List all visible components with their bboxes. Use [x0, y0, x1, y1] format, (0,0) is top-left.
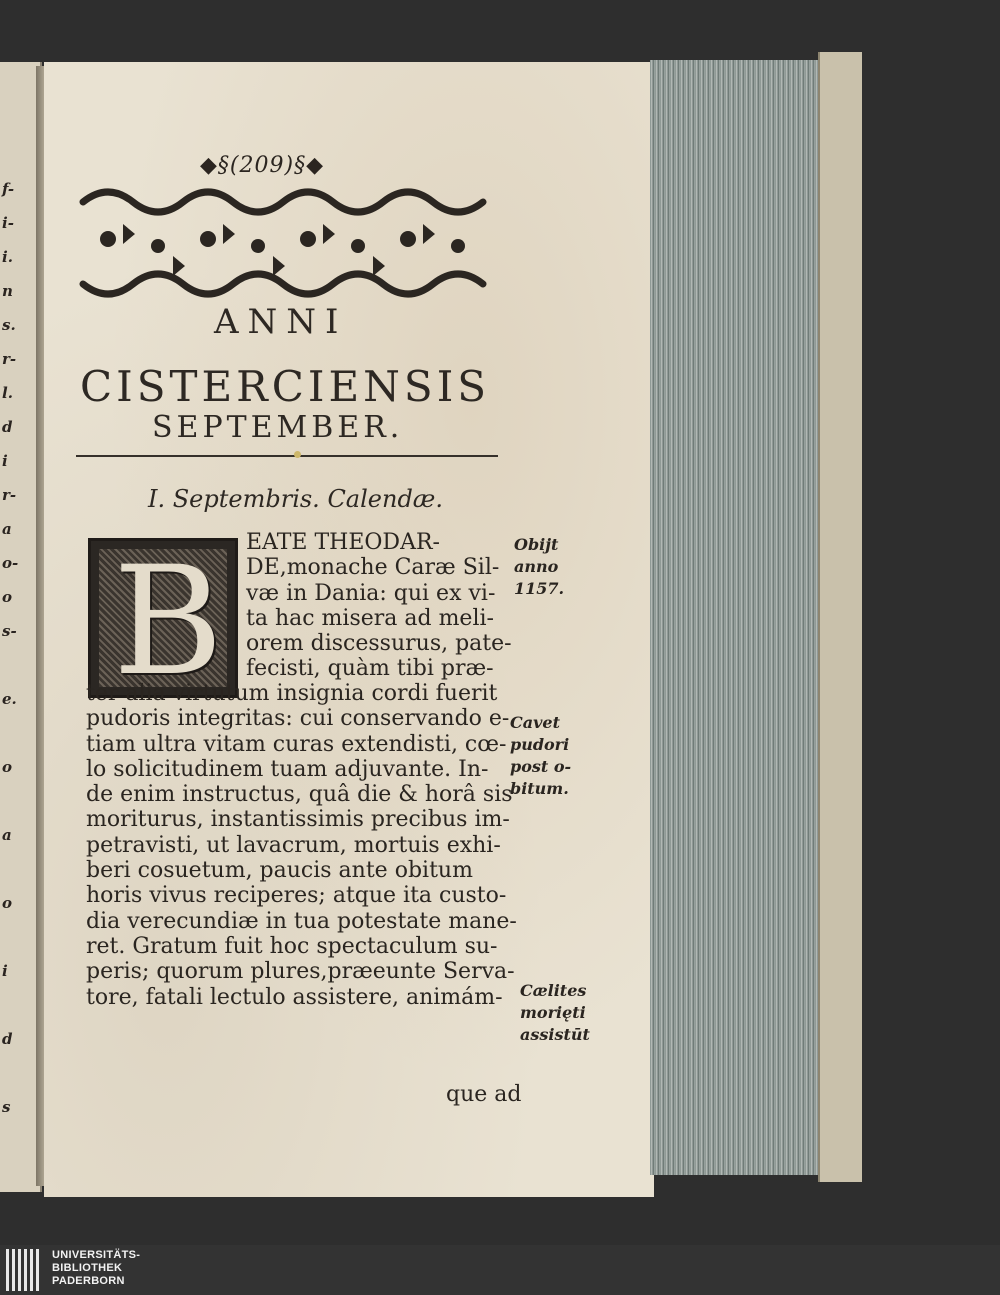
- margin-note-line: anno: [514, 557, 559, 576]
- day-heading: I. Septembris. Calendæ.: [148, 485, 443, 513]
- margin-note-line: Cavet: [510, 713, 560, 732]
- page-number-right-flourish: §◆: [294, 153, 325, 178]
- text-line: ta hac misera ad meli-: [246, 605, 494, 631]
- text-line: DE,monache Caræ Sil-: [246, 555, 500, 581]
- left-page-fragment: i: [2, 452, 8, 470]
- left-page-fragment: r-: [2, 486, 17, 504]
- left-page-fragment: a: [2, 826, 12, 844]
- library-name-line-3: PADERBORN: [52, 1275, 125, 1287]
- text-line: ret. Gratum fuit hoc spectaculum su-: [86, 933, 498, 959]
- margin-note-line: pudori: [510, 735, 570, 754]
- text-line: EATE THEODAR-: [246, 530, 440, 555]
- left-page-fragment: s: [2, 1098, 11, 1116]
- library-name: [52, 1249, 140, 1288]
- horizontal-rule: [76, 455, 498, 457]
- book-cover-board: [818, 52, 862, 1182]
- margin-note-caelites: [520, 980, 590, 1046]
- left-page-fragment: a: [2, 520, 12, 538]
- margin-note-cavet: [510, 712, 571, 800]
- library-logo-icon: [6, 1249, 46, 1291]
- text-line: petravisti, ut lavacrum, mortuis exhi-: [86, 832, 501, 858]
- rule-dot: [294, 451, 301, 458]
- catchword: que ad: [446, 1082, 522, 1107]
- title-anni: ANNI: [214, 302, 348, 342]
- printers-ornament: [78, 184, 488, 302]
- left-page-fragment: n: [2, 282, 13, 300]
- margin-note-line: Cælites: [520, 981, 587, 1000]
- margin-note-line: 1157.: [514, 579, 565, 598]
- left-page-fragment: l.: [2, 384, 13, 402]
- margin-note-line: assistūt: [520, 1025, 590, 1044]
- left-page-fragment: d: [2, 418, 13, 436]
- initial-letter: B: [113, 535, 224, 709]
- left-page-fragment: r-: [2, 350, 17, 368]
- left-page-fragment: o: [2, 588, 13, 606]
- page-edges: [650, 60, 822, 1175]
- margin-note-line: Obijt: [514, 535, 559, 554]
- left-page-fragment: [2, 852, 22, 886]
- left-page-fragment: e.: [2, 690, 17, 708]
- text-line: beri cosuetum, paucis ante obitum: [86, 858, 473, 884]
- left-page-fragment: f-: [2, 180, 15, 198]
- page-number: ◆§(209)§◆: [200, 153, 325, 178]
- left-page-fragment: i: [2, 962, 8, 980]
- library-name-line-2: BIBLIOTHEK: [52, 1262, 123, 1274]
- left-page-fragment: d: [2, 1030, 13, 1048]
- decorated-initial: [88, 535, 238, 709]
- text-line: væ in Dania: qui ex vi-: [246, 580, 496, 606]
- library-footer: [0, 1245, 1000, 1295]
- margin-note-obiit: [514, 534, 564, 600]
- page-number-left-flourish: ◆§: [200, 153, 230, 178]
- margin-note-line: post o-: [510, 757, 572, 776]
- text-line: ter alia virtutum insignia cordi fuerit: [86, 681, 498, 706]
- text-line: de enim instructus, quâ die & horâ sis: [86, 782, 513, 808]
- left-page-fragment: [2, 784, 22, 818]
- margin-note-line: morięti: [520, 1003, 586, 1022]
- left-page-fragment: s-: [2, 622, 17, 640]
- text-line: moriturus, instantissimis precibus im-: [86, 807, 510, 833]
- left-page-fragment: i.: [2, 248, 13, 266]
- left-page-fragment: i-: [2, 214, 14, 232]
- text-line: horis vivus reciperes; atque ita custo-: [86, 883, 507, 909]
- text-line: orem discessurus, pate-: [246, 631, 512, 657]
- margin-note-line: bitum.: [510, 779, 569, 798]
- body-text: [86, 681, 516, 1010]
- left-page-fragment: [2, 648, 22, 682]
- title-september: SEPTEMBER.: [152, 410, 404, 445]
- left-page-fragment: [2, 716, 22, 750]
- text-line: pudoris integritas: cui conservando e-: [86, 706, 510, 732]
- left-page-fragment: o: [2, 894, 13, 912]
- text-line: tiam ultra vitam curas extendisti, cœ-: [86, 731, 507, 757]
- left-page-fragment: o-: [2, 554, 19, 572]
- text-line: dia verecundiæ in tua potestate mane-: [86, 908, 517, 934]
- body-text-beside-initial: [246, 530, 516, 682]
- library-name-line-1: UNIVERSITÄTS-: [52, 1249, 141, 1261]
- text-line: lo solicitudinem tuam adjuvante. In-: [86, 756, 489, 782]
- text-line: fecisti, quàm tibi præ-: [246, 656, 494, 682]
- left-page-fragment: s.: [2, 316, 16, 334]
- left-page-text-fragments: [2, 172, 22, 1124]
- left-page-fragment: o: [2, 758, 13, 776]
- left-page-fragment: [2, 1056, 22, 1090]
- text-line: tore, fatali lectulo assistere, animám-: [86, 984, 503, 1010]
- left-page-fragment: [2, 920, 22, 954]
- title-cisterciensis: CISTERCIENSIS: [80, 362, 491, 411]
- left-page-fragment: [2, 988, 22, 1022]
- text-line: peris; quorum plures,præeunte Serva-: [86, 959, 515, 985]
